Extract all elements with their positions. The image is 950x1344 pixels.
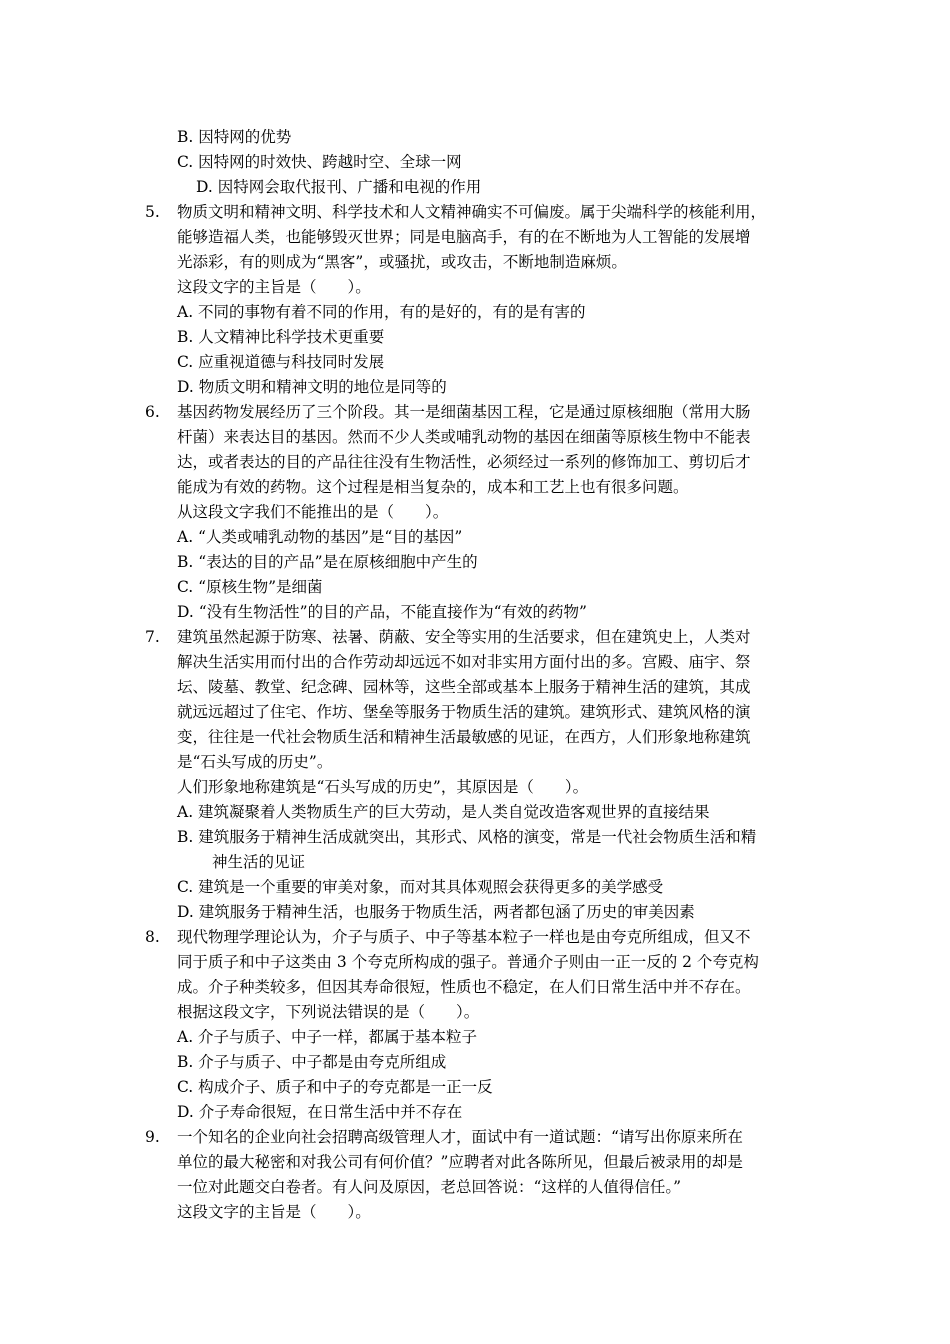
option-line: A. 介子与质子、中子一样，都属于基本粒子 [177,1028,478,1046]
question-prompt: 根据这段文字，下列说法错误的是（ ）。 [177,1003,480,1021]
option-line: B. 因特网的优势 [177,128,292,146]
option-line: C. “原核生物”是细菌 [177,578,323,596]
passage-line: 解决生活实用而付出的合作劳动却远远不如对非实用方面付出的多。宫殿、庙宇、祭 [177,653,751,671]
passage-line: 杆菌）来表达目的基因。然而不少人类或哺乳动物的基因在细菌等原核生物中不能表 [177,428,751,446]
passage-line: 建筑虽然起源于防寒、祛暑、荫蔽、安全等实用的生活要求，但在建筑史上，人类对 [177,628,751,646]
passage-line: 是“石头写成的历史”。 [177,753,333,771]
passage-line: 就远远超过了住宅、作坊、堡垒等服务于物质生活的建筑。建筑形式、建筑风格的演 [177,703,751,721]
question-number: 9. [145,1128,160,1146]
question-number: 6. [145,403,160,421]
option-line: C. 建筑是一个重要的审美对象，而对其具体观照会获得更多的美学感受 [177,878,664,896]
question-number: 8. [145,928,160,946]
option-line: B. 介子与质子、中子都是由夸克所组成 [177,1053,447,1071]
option-line: B. 建筑服务于精神生活成就突出，其形式、风格的演变，常是一代社会物质生活和精 [177,828,757,846]
passage-line: 达，或者表达的目的产品往往没有生物活性，必须经过一系列的修饰加工、剪切后才 [177,453,751,471]
passage-line: 单位的最大秘密和对我公司有何价值？”应聘者对此各陈所见，但最后被录用的却是 [177,1153,743,1171]
question-number: 7. [145,628,160,646]
option-line: D. 因特网会取代报刊、广播和电视的作用 [196,178,482,196]
option-line: B. 人文精神比科学技术更重要 [177,328,385,346]
question-prompt: 这段文字的主旨是（ ）。 [177,278,371,296]
option-line: C. 因特网的时效快、跨越时空、全球一网 [177,153,462,171]
option-line: C. 应重视道德与科技同时发展 [177,353,385,371]
passage-line: 一个知名的企业向社会招聘高级管理人才，面试中有一道试题：“请写出你原来所在 [177,1128,743,1146]
passage-line: 物质文明和精神文明、科学技术和人文精神确实不可偏废。属于尖端科学的核能利用， [177,203,767,221]
passage-line: 一位对此题交白卷者。有人问及原因，老总回答说：“这样的人值得信任。” [177,1178,682,1196]
passage-line: 光添彩，有的则成为“黑客”，或骚扰，或攻击，不断地制造麻烦。 [177,253,627,271]
option-line: C. 构成介子、质子和中子的夸克都是一正一反 [177,1078,493,1096]
option-line: A. 建筑凝聚着人类物质生产的巨大劳动，是人类自觉改造客观世界的直接结果 [177,803,710,821]
question-prompt: 人们形象地称建筑是“石头写成的历史”，其原因是（ ）。 [177,778,589,796]
option-line: D. 建筑服务于精神生活，也服务于物质生活，两者都包涵了历史的审美因素 [177,903,695,921]
option-line: 神生活的见证 [212,853,306,871]
question-number: 5. [145,203,160,221]
passage-line: 能够造福人类，也能够毁灭世界；同是电脑高手，有的在不断地为人工智能的发展增 [177,228,751,246]
passage-line: 基因药物发展经历了三个阶段。其一是细菌基因工程，它是通过原核细胞（常用大肠 [177,403,751,421]
question-prompt: 这段文字的主旨是（ ）。 [177,1203,371,1221]
passage-line: 现代物理学理论认为，介子与质子、中子等基本粒子一样也是由夸克所组成，但又不 [177,928,751,946]
passage-line: 同于质子和中子这类由 3 个夸克所构成的强子。普通介子则由一正一反的 2 个夸克构 [177,953,759,971]
option-line: D. 介子寿命很短，在日常生活中并不存在 [177,1103,463,1121]
question-prompt: 从这段文字我们不能推出的是（ ）。 [177,503,449,521]
option-line: D. 物质文明和精神文明的地位是同等的 [177,378,447,396]
passage-line: 坛、陵墓、教堂、纪念碑、园林等，这些全部或基本上服务于精神生活的建筑，其成 [177,678,751,696]
option-line: B. “表达的目的产品”是在原核细胞中产生的 [177,553,478,571]
option-line: D. “没有生物活性”的目的产品，不能直接作为“有效的药物” [177,603,587,621]
passage-line: 能成为有效的药物。这个过程是相当复杂的，成本和工艺上也有很多问题。 [177,478,689,496]
passage-line: 变，往往是一代社会物质生活和精神生活最敏感的见证，在西方，人们形象地称建筑 [177,728,751,746]
passage-line: 成。介子种类较多，但因其寿命很短，性质也不稳定，在人们日常生活中并不存在。 [177,978,751,996]
option-line: A. 不同的事物有着不同的作用，有的是好的，有的是有害的 [177,303,586,321]
option-line: A. “人类或哺乳动物的基因”是“目的基因” [177,528,463,546]
